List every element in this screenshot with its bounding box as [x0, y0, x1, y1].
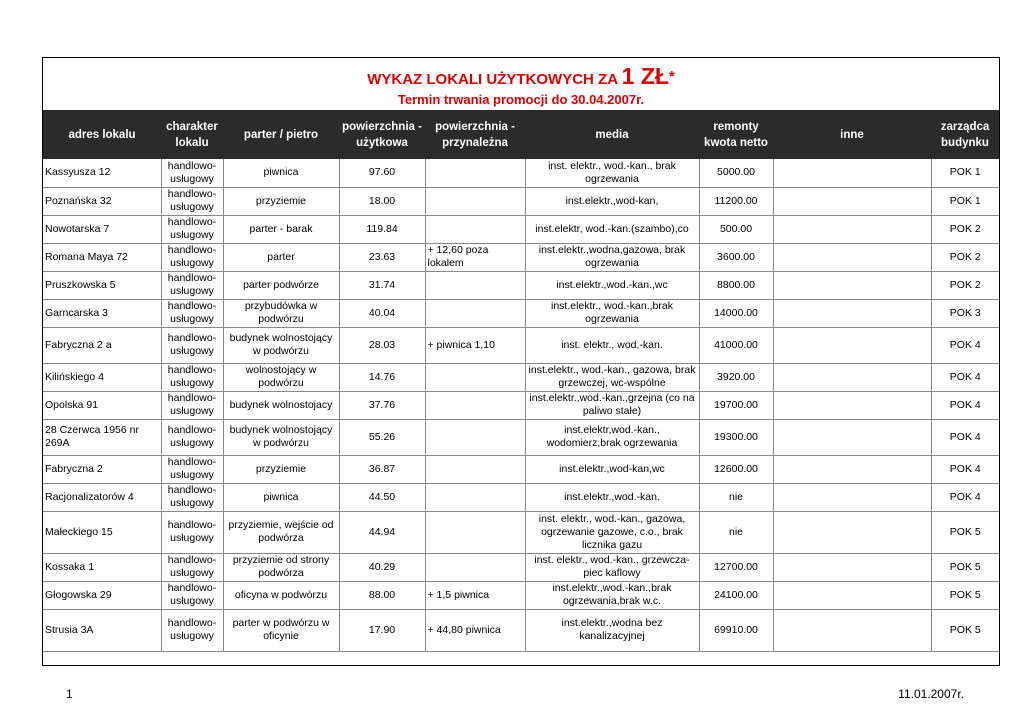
cell-type: handlowo-usługowy: [161, 455, 223, 483]
cell-usable-area: 44.50: [339, 483, 425, 511]
table-row: [43, 243, 999, 271]
cell-type: handlowo-usługowy: [161, 609, 223, 651]
cell-auxiliary-area: [425, 187, 525, 215]
cell-type: handlowo-usługowy: [161, 581, 223, 609]
cell-address: Opolska 91: [43, 391, 161, 419]
cell-type: handlowo-usługowy: [161, 483, 223, 511]
cell-utilities: inst.elektr., wod.-kan., gazowa, brak grzewczej, wc-wspólne: [525, 363, 699, 391]
cell-usable-area: 40.29: [339, 553, 425, 581]
cell-utilities: inst.elektr,wod.-kan., wodomierz,brak ogrzewania: [525, 419, 699, 455]
page-subtitle: Termin trwania promocji do 30.04.2007r.: [397, 92, 645, 107]
cell-auxiliary-area: [425, 419, 525, 455]
column-header-address: adres lokalu: [43, 110, 161, 159]
cell-renovation-cost: 14000.00: [699, 299, 773, 327]
cell-other: [773, 327, 931, 363]
cell-address: Nowotarska 7: [43, 215, 161, 243]
table-row: [43, 363, 999, 391]
cell-other: [773, 159, 931, 187]
cell-manager: POK 4: [931, 391, 999, 419]
cell-utilities: inst.elektr.,wodna,gazowa, brak ogrzewania: [525, 243, 699, 271]
cell-other: [773, 299, 931, 327]
table-row: [43, 271, 999, 299]
cell-manager: POK 2: [931, 243, 999, 271]
cell-address: Poznańska 32: [43, 187, 161, 215]
cell-manager: POK 4: [931, 419, 999, 455]
title-area: [43, 58, 999, 110]
table-row: [43, 581, 999, 609]
cell-renovation-cost: 3600.00: [699, 243, 773, 271]
cell-renovation-cost: 5000.00: [699, 159, 773, 187]
table-row: [43, 553, 999, 581]
document-frame: [42, 57, 1000, 666]
cell-auxiliary-area: + piwnica 1,10: [425, 327, 525, 363]
cell-address: Racjonalizatorów 4: [43, 483, 161, 511]
cell-type: handlowo-usługowy: [161, 215, 223, 243]
cell-renovation-cost: 69910.00: [699, 609, 773, 651]
cell-auxiliary-area: + 12,60 poza lokalem: [425, 243, 525, 271]
cell-auxiliary-area: [425, 299, 525, 327]
cell-utilities: inst.elektr., wod.-kan.,brak ogrzewania: [525, 299, 699, 327]
cell-address: Fabryczna 2 a: [43, 327, 161, 363]
cell-utilities: inst.elektr.,wod.-kan.: [525, 483, 699, 511]
cell-address: Fabryczna 2: [43, 455, 161, 483]
cell-utilities: inst. elektr., wod.-kan., brak ogrzewania: [525, 159, 699, 187]
column-header-auxiliary-area: powierzchnia - przynależna: [425, 110, 525, 159]
column-header-manager: zarządca budynku: [931, 110, 999, 159]
cell-address: Kossaka 1: [43, 553, 161, 581]
cell-address: 28 Czerwca 1956 nr 269A: [43, 419, 161, 455]
cell-usable-area: 37.76: [339, 391, 425, 419]
cell-other: [773, 581, 931, 609]
cell-renovation-cost: nie: [699, 511, 773, 553]
cell-address: Małeckiego 15: [43, 511, 161, 553]
cell-floor: przyziemie: [223, 455, 339, 483]
cell-manager: POK 4: [931, 483, 999, 511]
cell-usable-area: 88.00: [339, 581, 425, 609]
cell-utilities: inst.elektr.,wod-kan,: [525, 187, 699, 215]
cell-other: [773, 187, 931, 215]
cell-other: [773, 455, 931, 483]
cell-other: [773, 215, 931, 243]
table-body: [43, 159, 999, 651]
cell-renovation-cost: 11200.00: [699, 187, 773, 215]
cell-manager: POK 2: [931, 271, 999, 299]
cell-renovation-cost: 12700.00: [699, 553, 773, 581]
cell-utilities: inst. elektr., wod.-kan.: [525, 327, 699, 363]
cell-address: Pruszkowska 5: [43, 271, 161, 299]
cell-auxiliary-area: + 1,5 piwnica: [425, 581, 525, 609]
cell-other: [773, 553, 931, 581]
cell-floor: budynek wolnostojący w podwórzu: [223, 419, 339, 455]
cell-utilities: inst.elektr.,wod-kan,wc: [525, 455, 699, 483]
cell-floor: wolnostojący w podwórzu: [223, 363, 339, 391]
cell-usable-area: 97.60: [339, 159, 425, 187]
cell-renovation-cost: 24100.00: [699, 581, 773, 609]
table-row: [43, 327, 999, 363]
table-row: [43, 391, 999, 419]
cell-other: [773, 363, 931, 391]
cell-manager: POK 4: [931, 327, 999, 363]
cell-manager: POK 1: [931, 159, 999, 187]
cell-floor: przyziemie: [223, 187, 339, 215]
cell-type: handlowo-usługowy: [161, 363, 223, 391]
cell-manager: POK 5: [931, 511, 999, 553]
cell-manager: POK 5: [931, 609, 999, 651]
cell-address: Głogowska 29: [43, 581, 161, 609]
table-row: [43, 511, 999, 553]
column-header-floor: parter / pietro: [223, 110, 339, 159]
cell-auxiliary-area: [425, 271, 525, 299]
table-row: [43, 609, 999, 651]
table-row: [43, 187, 999, 215]
cell-auxiliary-area: + 44,80 piwnica: [425, 609, 525, 651]
table-row: [43, 419, 999, 455]
cell-auxiliary-area: [425, 483, 525, 511]
cell-floor: parter podwórze: [223, 271, 339, 299]
cell-floor: przyziemie od strony podwórza: [223, 553, 339, 581]
cell-type: handlowo-usługowy: [161, 271, 223, 299]
page-number: 1: [66, 687, 73, 701]
premises-table: [43, 110, 999, 652]
cell-manager: POK 3: [931, 299, 999, 327]
cell-auxiliary-area: [425, 455, 525, 483]
cell-floor: przyziemie, wejście od podwórza: [223, 511, 339, 553]
cell-type: handlowo-usługowy: [161, 243, 223, 271]
cell-manager: POK 1: [931, 187, 999, 215]
table-row: [43, 215, 999, 243]
cell-utilities: inst.elektr.,wod.-kan.,brak ogrzewania,brak w.c.: [525, 581, 699, 609]
cell-manager: POK 5: [931, 581, 999, 609]
cell-type: handlowo-usługowy: [161, 327, 223, 363]
cell-address: Strusia 3A: [43, 609, 161, 651]
cell-auxiliary-area: [425, 363, 525, 391]
column-header-other: inne: [773, 110, 931, 159]
cell-renovation-cost: 3920.00: [699, 363, 773, 391]
cell-address: Kilińskiego 4: [43, 363, 161, 391]
cell-usable-area: 44.94: [339, 511, 425, 553]
cell-auxiliary-area: [425, 511, 525, 553]
cell-usable-area: 36.87: [339, 455, 425, 483]
cell-type: handlowo-usługowy: [161, 553, 223, 581]
table-row: [43, 159, 999, 187]
cell-floor: oficyna w podwórzu: [223, 581, 339, 609]
column-header-type: charakter lokalu: [161, 110, 223, 159]
cell-floor: budynek wolnostojący w podwórzu: [223, 327, 339, 363]
cell-manager: POK 5: [931, 553, 999, 581]
cell-utilities: inst. elektr., wod.-kan., grzewcza-piec kaflowy: [525, 553, 699, 581]
cell-floor: parter - barak: [223, 215, 339, 243]
cell-floor: piwnica: [223, 483, 339, 511]
cell-utilities: inst.elektr.,wodna bez kanalizacyjnej: [525, 609, 699, 651]
cell-utilities: inst. elektr., wod.-kan., gazowa, ogrzewanie gazowe, c.o., brak licznika gazu: [525, 511, 699, 553]
cell-type: handlowo-usługowy: [161, 299, 223, 327]
cell-floor: budynek wolnostojacy: [223, 391, 339, 419]
cell-usable-area: 28.03: [339, 327, 425, 363]
cell-usable-area: 40.04: [339, 299, 425, 327]
cell-floor: parter w podwórzu w oficynie: [223, 609, 339, 651]
cell-type: handlowo-usługowy: [161, 419, 223, 455]
cell-other: [773, 483, 931, 511]
cell-usable-area: 14.76: [339, 363, 425, 391]
cell-type: handlowo-usługowy: [161, 391, 223, 419]
cell-usable-area: 18.00: [339, 187, 425, 215]
cell-type: handlowo-usługowy: [161, 187, 223, 215]
cell-type: handlowo-usługowy: [161, 159, 223, 187]
cell-usable-area: 31.74: [339, 271, 425, 299]
cell-address: Garncarska 3: [43, 299, 161, 327]
cell-renovation-cost: nie: [699, 483, 773, 511]
table-row: [43, 299, 999, 327]
cell-auxiliary-area: [425, 553, 525, 581]
title-main: WYKAZ LOKALI UŻYTKOWYCH ZA: [367, 71, 622, 88]
cell-other: [773, 511, 931, 553]
column-header-usable-area: powierzchnia - użytkowa: [339, 110, 425, 159]
cell-other: [773, 271, 931, 299]
column-header-renovation-cost: remonty kwota netto: [699, 110, 773, 159]
title-price: 1 ZŁ: [621, 63, 669, 89]
cell-type: handlowo-usługowy: [161, 511, 223, 553]
page-title: [43, 63, 999, 90]
title-asterisk: *: [668, 68, 675, 85]
cell-utilities: inst.elektr, wod.-kan.(szambo),co: [525, 215, 699, 243]
cell-renovation-cost: 12600.00: [699, 455, 773, 483]
cell-manager: POK 4: [931, 363, 999, 391]
cell-auxiliary-area: [425, 215, 525, 243]
cell-renovation-cost: 19700.00: [699, 391, 773, 419]
cell-auxiliary-area: [425, 159, 525, 187]
cell-usable-area: 119.84: [339, 215, 425, 243]
cell-floor: parter: [223, 243, 339, 271]
table-row: [43, 455, 999, 483]
cell-usable-area: 55.26: [339, 419, 425, 455]
table-header-row: [43, 110, 999, 159]
cell-usable-area: 17.90: [339, 609, 425, 651]
cell-address: Kassyusza 12: [43, 159, 161, 187]
cell-renovation-cost: 19300.00: [699, 419, 773, 455]
cell-auxiliary-area: [425, 391, 525, 419]
cell-renovation-cost: 8800.00: [699, 271, 773, 299]
cell-manager: POK 2: [931, 215, 999, 243]
cell-manager: POK 4: [931, 455, 999, 483]
cell-floor: przybudówka w podwórzu: [223, 299, 339, 327]
cell-other: [773, 391, 931, 419]
cell-renovation-cost: 500.00: [699, 215, 773, 243]
cell-other: [773, 243, 931, 271]
document-date: 11.01.2007r.: [898, 687, 964, 701]
column-header-utilities: media: [525, 110, 699, 159]
cell-floor: piwnica: [223, 159, 339, 187]
cell-address: Romana Maya 72: [43, 243, 161, 271]
cell-usable-area: 23.63: [339, 243, 425, 271]
cell-renovation-cost: 41000.00: [699, 327, 773, 363]
cell-other: [773, 609, 931, 651]
table-row: [43, 483, 999, 511]
cell-utilities: inst.elektr.,wod.-kan.,wc: [525, 271, 699, 299]
cell-utilities: inst.elektr.,wod.-kan.,grzejna (co na paliwo stałe): [525, 391, 699, 419]
cell-other: [773, 419, 931, 455]
